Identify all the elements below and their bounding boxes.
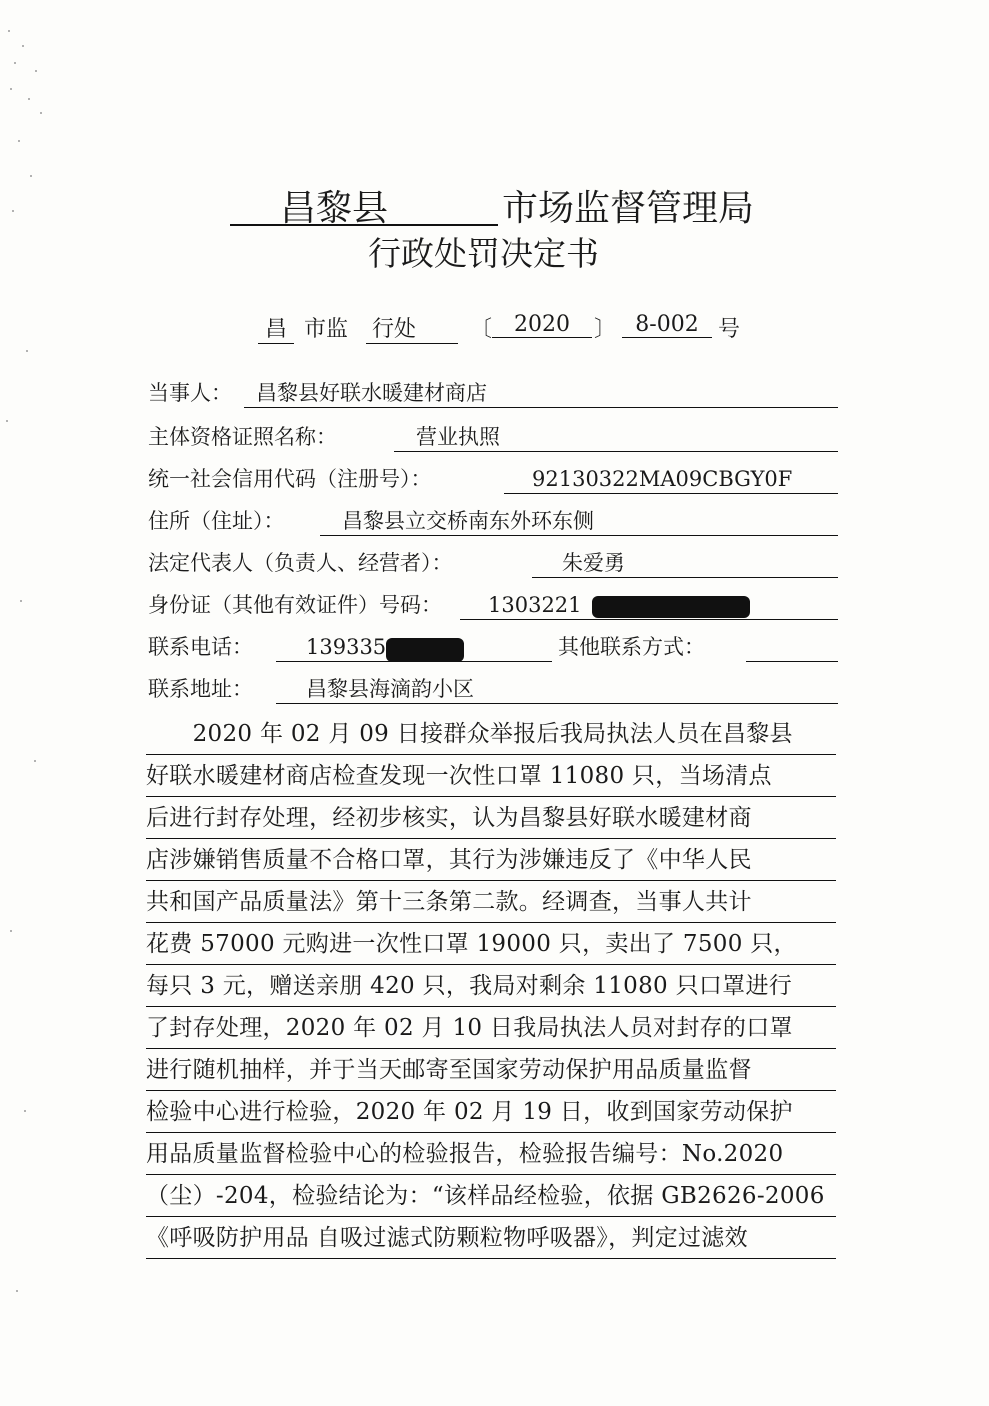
other-contact-value [746,630,838,662]
body-line: 每只 3 元，赠送亲朋 420 只，我局对剩余 11080 只口罩进行 [146,966,836,1007]
body-line: 了封存处理，2020 年 02 月 10 日我局执法人员对封存的口罩 [146,1008,836,1049]
party-value: 昌黎县好联水暖建材商店 [244,376,838,408]
party-label: 当事人： [148,381,232,405]
address-value: 昌黎县立交桥南东外环东侧 [320,504,838,536]
bureau-name: 市场监督管理局 [502,188,755,229]
doc-number-open: 〔 [470,317,493,342]
id-number-field [148,588,582,622]
license-label: 主体资格证照名称： [148,425,337,449]
doc-number-year: 2020 [492,312,592,346]
scan-specks [0,0,70,1406]
other-contact-label: 其他联系方式： [558,635,705,659]
document-title: 行政处罚决定书 [368,234,599,273]
body-line: 2020 年 02 月 09 日接群众举报后我局执法人员在昌黎县 [146,714,836,755]
issuing-authority [230,178,790,228]
doc-number-suffix: 号 [718,317,741,342]
party-field [148,376,487,410]
phone-value: 139335 [276,630,552,662]
contact-address-field [148,672,474,706]
legal-rep-label: 法定代表人（负责人、经营者）： [148,551,453,575]
doc-number-close: 〕 [594,317,617,342]
phone-field [148,630,705,664]
license-value: 营业执照 [394,420,838,452]
doc-number-serial: 8-002 [622,312,712,346]
doc-number-type: 行处 [366,312,458,346]
license-field [148,420,500,454]
body-line: 用品质量监督检验中心的检验报告，检验报告编号：No.2020 [146,1134,836,1175]
legal-rep-value: 朱爱勇 [532,546,838,578]
body-line: 店涉嫌销售质量不合格口罩，其行为涉嫌违反了《中华人民 [146,840,836,881]
body-line: 花费 57000 元购进一次性口罩 19000 只，卖出了 7500 只， [146,924,836,965]
legal-rep-field [148,546,625,580]
address-label: 住所（住址）： [148,509,285,533]
id-number-value: 1303221 [460,588,838,620]
credit-code-value: 92130322MA09CBGY0F [504,462,838,494]
phone-label: 联系电话： [148,635,253,659]
doc-number-prefix: 昌 [258,312,294,346]
credit-code-label: 统一社会信用代码（注册号）： [148,467,432,491]
body-line: 检验中心进行检验，2020 年 02 月 19 日，收到国家劳动保护 [146,1092,836,1133]
body-line: 共和国产品质量法》第十三条第二款。经调查，当事人共计 [146,882,836,923]
contact-address-label: 联系地址： [148,677,253,701]
county-name: 昌黎县 [280,188,389,229]
address-field [148,504,594,538]
contact-address-value: 昌黎县海滴韵小区 [276,672,838,704]
body-line: 后进行封存处理，经初步核实，认为昌黎县好联水暖建材商 [146,798,836,839]
credit-code-field [148,462,793,496]
id-number-label: 身份证（其他有效证件）号码： [148,593,442,617]
body-line: 《呼吸防护用品 自吸过滤式防颗粒物呼吸器》，判定过滤效 [146,1218,836,1259]
body-line: 进行随机抽样，并于当天邮寄至国家劳动保护用品质量监督 [146,1050,836,1091]
id-redaction-mark [592,596,750,618]
phone-redaction-mark [386,638,464,662]
body-line: 好联水暖建材商店检查发现一次性口罩 11080 只，当场清点 [146,756,836,797]
doc-number-mid: 市监 [304,317,349,342]
body-line: （尘）-204，检验结论为：“该样品经检验，依据 GB2626-2006 [146,1176,836,1217]
